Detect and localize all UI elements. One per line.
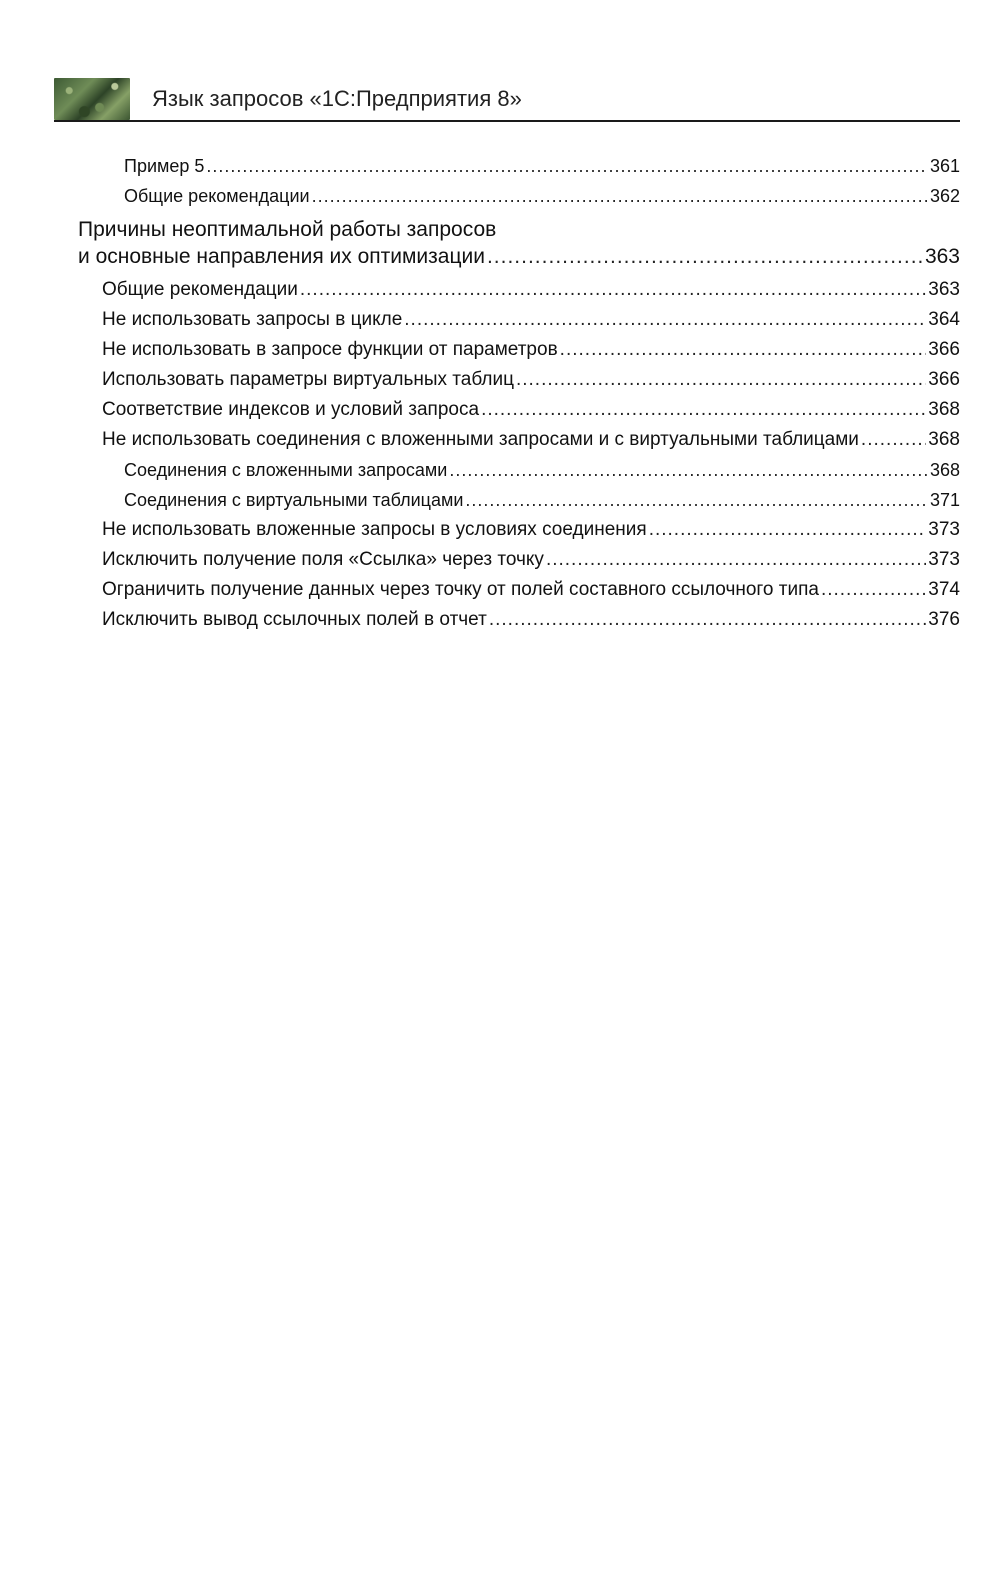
- toc-leader: [861, 429, 926, 451]
- toc-entry[interactable]: [102, 579, 960, 601]
- toc-leader: [404, 309, 926, 331]
- toc-page-number: 363: [928, 279, 960, 300]
- toc-page-number: 371: [929, 490, 960, 510]
- toc-entry-section[interactable]: [78, 245, 960, 269]
- toc-leader: [560, 339, 927, 361]
- toc-entry-title: Общие рекомендации: [102, 279, 298, 300]
- toc-entry[interactable]: [124, 460, 960, 481]
- toc-entry[interactable]: [102, 429, 960, 451]
- toc-page-number: 366: [928, 369, 960, 390]
- toc-entry-title: Исключить получение поля «Ссылка» через точку: [102, 549, 544, 570]
- toc-page-number: 373: [928, 519, 960, 540]
- toc-entry-title: Не использовать запросы в цикле: [102, 309, 403, 330]
- toc-page-number: 368: [928, 399, 960, 420]
- toc-page-number: 364: [928, 309, 960, 330]
- toc-entry-title: Соединения с виртуальными таблицами: [124, 490, 464, 510]
- toc-page-number: 366: [928, 339, 960, 360]
- toc-entry[interactable]: [102, 339, 960, 361]
- table-of-contents: [0, 0, 1000, 700]
- toc-leader: [312, 186, 928, 207]
- toc-page-number: 376: [928, 609, 960, 630]
- toc-entry[interactable]: [124, 186, 960, 207]
- toc-leader: [481, 399, 926, 421]
- toc-page-number: 368: [928, 429, 960, 450]
- toc-entry[interactable]: [102, 519, 960, 541]
- toc-entry[interactable]: [102, 309, 960, 331]
- toc-leader: [489, 609, 926, 631]
- toc-entry-title: Исключить вывод ссылочных полей в отчет: [102, 609, 487, 630]
- toc-entry-title: Соответствие индексов и условий запроса: [102, 399, 480, 420]
- toc-page-number: 361: [929, 156, 960, 176]
- toc-leader: [206, 156, 928, 177]
- toc-entry-title: Общие рекомендации: [124, 186, 310, 206]
- toc-page-number: 373: [928, 549, 960, 570]
- toc-entry-title: Ограничить получение данных через точку от полей составного ссылочного типа: [102, 579, 819, 600]
- toc-page-number: 368: [929, 460, 960, 480]
- toc-section-title-line1[interactable]: Причины неоптимальной работы запросов: [78, 218, 497, 241]
- toc-page-number: 362: [929, 186, 960, 206]
- toc-leader: [546, 549, 926, 571]
- toc-entry-title: Соединения с вложенными запросами: [124, 460, 448, 480]
- toc-leader: [487, 245, 923, 269]
- toc-entry[interactable]: [102, 279, 960, 301]
- toc-entry[interactable]: [124, 490, 960, 511]
- toc-entry-title: Не использовать вложенные запросы в условиях соединения: [102, 519, 647, 540]
- toc-leader: [449, 460, 928, 481]
- toc-entry-title: Не использовать соединения с вложенными запросами и с виртуальными таблицами: [102, 429, 859, 450]
- toc-leader: [649, 519, 927, 541]
- running-header-title: Язык запросов «1С:Предприятия 8»: [152, 86, 522, 111]
- toc-entry-title: Не использовать в запросе функции от параметров: [102, 339, 558, 360]
- toc-leader: [516, 369, 926, 391]
- toc-entry[interactable]: [102, 399, 960, 421]
- toc-page-number: 374: [928, 579, 960, 600]
- toc-entry[interactable]: [102, 549, 960, 571]
- toc-leader: [300, 279, 926, 301]
- toc-entry[interactable]: [102, 369, 960, 391]
- toc-entry[interactable]: [102, 609, 960, 631]
- toc-entry-title: Использовать параметры виртуальных таблиц: [102, 369, 514, 390]
- toc-leader: [465, 490, 928, 511]
- toc-section-title-line2: и основные направления их оптимизации: [78, 245, 485, 268]
- toc-page-number: 363: [924, 245, 960, 268]
- toc-leader: [821, 579, 926, 601]
- toc-entry-title: Пример 5: [124, 156, 205, 176]
- toc-entry[interactable]: [124, 156, 960, 177]
